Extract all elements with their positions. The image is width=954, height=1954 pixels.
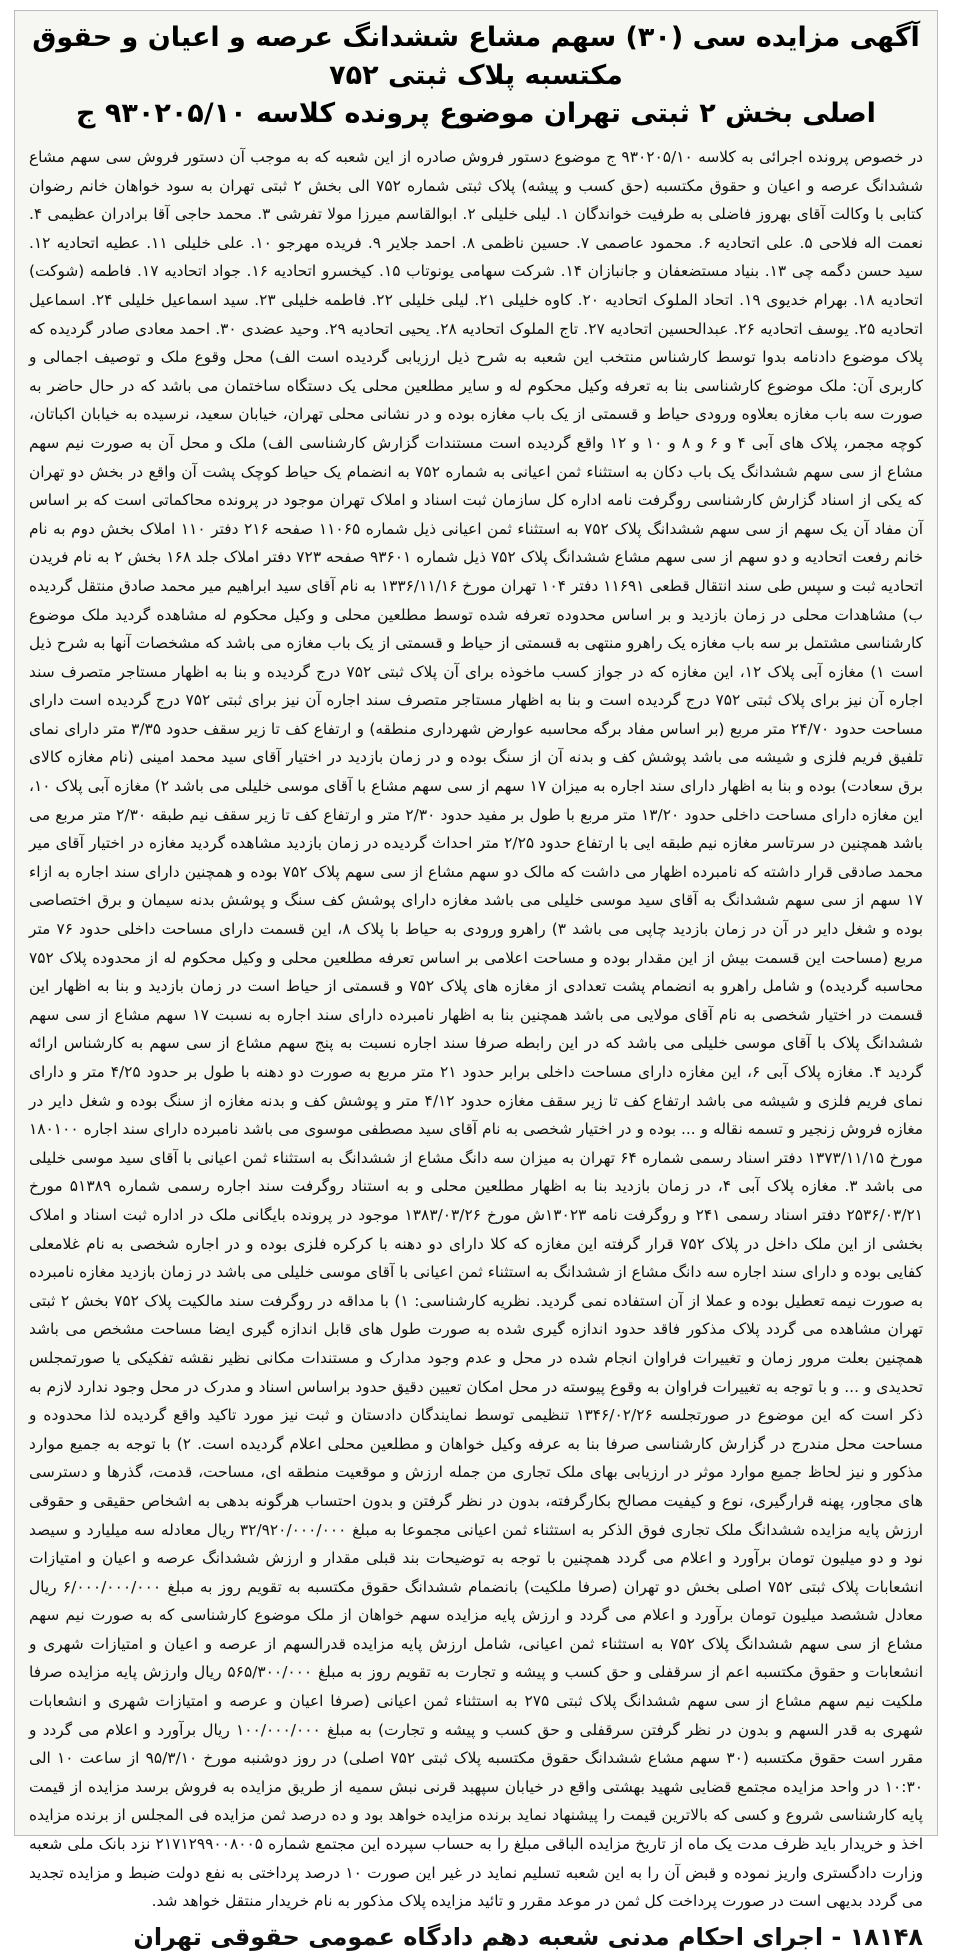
notice-title — [29, 19, 923, 133]
notice-footer: ۱۸۱۴۸ - اجرای احکام مدنی شعبه دهم دادگاه عمومی حقوقی تهران — [133, 1922, 923, 1951]
notice-reference-number: ۱۸۱۴۸ — [849, 1922, 923, 1951]
notice-body: در خصوص پرونده اجرائی به کلاسه ۹۳۰۲۰۵/۱۰ ج موضوع دستور فروش صادره از این شعبه که به موجب آن دستور فروش سی سهم مشاع ششدانگ عرصه و اعیان و حقوق مکتسبه (حق کسب و پیشه) پلاک ثبتی شماره ۷۵۲ الی بخش ۲ ثبتی تهران به سود خواهان خانم رضوان کتابی با وکالت آقای بهروز فاضلی به طرفیت خواندگان ۱. لیلی خلیلی ۲. ابوالقاسم میرزا مولا تفرشی ۳. محمد حاجی آقا برادران عظیمی ۴. نعمت اله فلاحی ۵. علی اتحادیه ۶. محمود عاصمی ۷. حسین ناظمی ۸. احمد جلایر ۹. فریده مهرجو ۱۰. علی خلیلی ۱۱. عطیه اتحادیه ۱۲. سید حسن دگمه چی ۱۳. بنیاد مستضعفان و جانبازان ۱۴. شرکت سهامی یونوتاب ۱۵. کیخسرو اتحادیه ۱۶. جواد اتحادیه ۱۷. فاطمه (شوکت) اتحادیه ۱۸. بهرام خدیوی ۱۹. اتحاد الملوک اتحادیه ۲۰. کاوه خلیلی ۲۱. لیلی خلیلی ۲۲. فاطمه خلیلی ۲۳. سید اسماعیل خلیلی ۲۴. اسماعیل اتحادیه ۲۵. یوسف اتحادیه ۲۶. عبدالحسین اتحادیه ۲۷. تاج الملوک اتحادیه ۲۸. یحیی اتحادیه ۲۹. وحید عضدی ۳۰. احمد معادی صادر گردیده که پلاک موضوع دادنامه بدوا توسط کارشناس منتخب این شعبه به شرح ذیل ارزیابی گردیده است الف) محل وقوع ملک و توصیف اجمالی و کاربری آن: ملک موضوع کارشناسی بنا به تعرفه وکیل محکوم له و سایر مطلعین محلی یک دستگاه ساختمان می باشد که در حال حاضر به صورت سه باب مغازه بعلاوه ورودی حیاط و قسمتی از یک باب مغازه بوده و در نشانی محلی تهران، خیابان سعید، نرسیده به خیابان اکباتان، کوچه مجمر، پلاک های آبی ۴ و ۶ و ۸ و ۱۰ و ۱۲ واقع گردیده است مستندات گزارش کارشناسی الف) ملک و محل آن به صورت نیم سهم مشاع از سی سهم ششدانگ یک باب دکان به استثناء ثمن اعیانی به شماره ۷۵۲ به انضمام یک حیاط کوچک پشت آن واقع در بخش دو تهران که یکی از اسناد گزارش کارشناسی روگرفت نامه اداره کل سازمان ثبت اسناد و املاک تهران موجود در پرونده محاکماتی است که بر اساس آن مفاد آن یک سهم از سی سهم ششدانگ پلاک ۷۵۲ به استثناء ثمن اعیانی ذیل شماره ۱۱۰۶۵ صفحه ۲۱۶ دفتر ۱۱۰ املاک بخش دوم به نام خانم رفعت اتحادیه و دو سهم از سی سهم مشاع ششدانگ پلاک ۷۵۲ ذیل شماره ۹۳۶۰۱ صفحه ۷۲۳ دفتر املاک جلد ۱۶۸ بخش ۲ به نام فریدن اتحادیه ثبت و سپس طی سند انتقال قطعی ۱۱۶۹۱ دفتر ۱۰۴ تهران مورخ ۱۳۳۶/۱۱/۱۶ به نام آقای سید ابراهیم میر محمد صادق منتقل گردیده ب) مشاهدات محلی در زمان بازدید و بر اساس محدوده تعرفه شده توسط مطلعین محلی و وکیل محکوم له مشاهده گردید ملک موضوع کارشناسی مشتمل بر سه باب مغازه یک راهرو منتهی به قسمتی از حیاط و قسمتی از یک باب مغازه می باشد که مشخصات آنها به شرح ذیل است ۱) مغازه آبی پلاک ۱۲، این مغازه که در جواز کسب ماخوذه برای آن پلاک ثبتی ۷۵۲ درج گردیده و بنا به اظهار مستاجر متصرف سند اجاره آن نیز برای پلاک ثبتی ۷۵۲ درج گردیده است و بنا به اظهار مستاجر متصرف سند اجاره آن نیز برای ثبتی ۷۵۲ درج گردیده است دارای مساحت حدود ۲۴/۷۰ متر مربع (بر اساس مفاد برگه محاسبه عوارض شهرداری منطقه) و ارتفاع کف تا زیر سقف حدود ۳/۳۵ متر دارای نمای تلفیق فریم فلزی و شیشه می باشد پوشش کف و بدنه آن از سنگ بوده و در زمان بازدید در اختیار آقای سید محمد امینی (نام مغازه کالای برق سعادت) بوده و بنا به اظهار دارای سند اجاره به میزان ۱۷ سهم از سی سهم مشاع با آقای موسی خلیلی می باشد ۲) مغازه آبی پلاک ۱۰، این مغازه دارای مساحت داخلی حدود ۱۳/۲۰ متر مربع با طول بر مفید حدود ۲/۳۰ متر و ارتفاع کف تا زیر سقف نیم طبقه ۲/۳۰ متر مربع می باشد همچنین در سرتاسر مغازه نیم طبقه ایی با ارتفاع حدود ۲/۲۵ متر احداث گردیده در زمان بازدید مشاهده گردید مغازه در اختیار آقای میر محمد صادقی قرار داشته که نامبرده اظهار می داشت که مالک دو سهم مشاع از سی سهم پلاک ۷۵۲ بوده و همچنین دارای سند اجاره به ازاء ۱۷ سهم از سی سهم ششدانگ به آقای سید موسی خلیلی می باشد مغازه دارای پوشش کف سنگ و پوشش بدنه سیمان و برق اختصاصی بوده و شغل دایر در آن در زمان بازدید چاپی می باشد ۳) راهرو ورودی به حیاط با پلاک ۸، این قسمت دارای مساحت داخلی حدود ۷۶ متر مربع (مساحت این قسمت بیش از این مقدار بوده و مساحت اعلامی بر اساس تعرفه مطلعین محلی و وکیل محکوم له از محدوده پلاک ۷۵۲ محاسبه گردیده) و شامل راهرو به انضمام پشت تعدادی از مغازه های پلاک ۷۵۲ و قسمتی از حیاط است در زمان بازدید و بنا به اظهار این قسمت در اختیار شخصی به نام آقای مولایی می باشد همچنین بنا به اظهار نامبرده دارای سند اجاره به نسبت ۱۷ سهم مشاع از سی سهم ششدانگ پلاک با آقای موسی خلیلی می باشد که در این رابطه صرفا سند اجاره نسبت به پنج سهم مشاع از سی سهم به کارشناس ارائه گردید ۴. مغازه پلاک آبی ۶، این مغازه دارای مساحت داخلی برابر حدود ۲۱ متر مربع به صورت دو دهنه با طول بر حدود ۴/۲۵ متر و دارای نمای فریم فلزی و شیشه می باشد ارتفاع کف تا زیر سقف مغازه حدود ۴/۱۲ متر و پوشش کف و بدنه مغازه از سنگ بوده و شغل دایر در مغازه فروش زنجیر و تسمه نقاله و ... بوده و در اختیار شخصی به نام آقای سید مصطفی موسوی می باشد نامبرده دارای سند اجاره ۱۸۰۱۰۰ مورخ ۱۳۷۳/۱۱/۱۵ دفتر اسناد رسمی شماره ۶۴ تهران به میزان سه دانگ مشاع از ششدانگ به استثناء ثمن اعیانی با آقای سید موسی خلیلی می باشد ۳. مغازه پلاک آبی ۴، در زمان بازدید بنا به اظهار مطلعین محلی و به استناد روگرفت سند اجاره رسمی شماره ۵۱۳۸۹ مورخ ۲۵۳۶/۰۳/۲۱ دفتر اسناد رسمی ۲۴۱ و روگرفت نامه ۱۳۰۲۳ش مورخ ۱۳۸۳/۰۳/۲۶ موجود در پرونده بایگانی ملک در اداره ثبت اسناد و املاک بخشی از این ملک داخل در پلاک ۷۵۲ قرار گرفته این مغازه که کلا دارای دو دهنه با کرکره فلزی بوده و در اجاره شخصی به نام غلامعلی کفایی بوده و دارای سند اجاره سه دانگ مشاع از ششدانگ به استثناء ثمن اعیانی با آقای موسی خلیلی می باشد در زمان بازدید مغازه نامبرده به صورت نیمه تعطیل بوده و عملا از آن استفاده نمی گردید. نظریه کارشناسی: ۱) با مداقه در روگرفت سند مالکیت پلاک ۷۵۲ بخش ۲ ثبتی تهران مشاهده می گردد پلاک مذکور فاقد حدود اندازه گیری شده به صورت طول های قابل اندازه گیری ایضا مساحت مشخص می باشد همچنین بعلت مرور زمان و تغییرات فراوان انجام شده در محل و عدم وجود مدارک و مستندات مکانی نظیر نقشه تفکیکی یا صورتمجلس تحدیدی و ... و با توجه به تغییرات فراوان به وقوع پیوسته در محل امکان تعیین دقیق حدود براساس اسناد و مدرک در محل وجود ندارد لازم به ذکر است که این موضوع در صورتجلسه ۱۳۴۶/۰۲/۲۶ تنظیمی توسط نمایندگان دادستان و ثبت نیز مورد تاکید واقع گردیده لذا محدوده و مساحت محل مندرج در گزارش کارشناسی صرفا بنا به عرفه وکیل خواهان و مطلعین محلی اعلام گردیده است. ۲) با توجه به جمیع موارد مذکور و نیز لحاظ جمیع موارد موثر در ارزیابی بهای ملک تجاری من جمله ارزش و موقعیت منطقه ای، مساحت، قدمت، گذرها و دسترسی های مجاور، پهنه قرارگیری، نوع و کیفیت مصالح بکارگرفته، بدون در نظر گرفتن و بدون احتساب هرگونه بدهی به اشخاص حقیقی و حقوقی ارزش پایه مزایده ششدانگ ملک تجاری فوق الذکر به استثناء ثمن اعیانی مجموعا به مبلغ ۳۲/۹۲۰/۰۰۰/۰۰۰ ریال معادله سه میلیارد و سیصد نود و دو میلیون تومان برآورد و اعلام می گردد همچنین با توجه به توضیحات بند قبلی مقدار و ارزش ششدانگ عرصه و اعیان و امتیازات انشعابات پلاک ثبتی ۷۵۲ اصلی بخش دو تهران (صرفا ملکیت) بانضمام ششدانگ حقوق مکتسبه به تقویم روز به مبلغ ۶/۰۰۰/۰۰۰/۰۰۰ ریال معادل ششصد میلیون تومان برآورد و اعلام می گردد و ارزش پایه مزایده سهم خواهان از ملک موضوع کارشناسی که به صورت نیم سهم مشاع از سی سهم ششدانگ پلاک ۷۵۲ به استثناء ثمن اعیانی، شامل ارزش پایه مزایده قدرالسهم از عرصه و اعیان و امتیازات شهری و انشعابات و حقوق مکتسبه اعم از سرقفلی و حق کسب و پیشه و تجارت به تقویم روز به مبلغ ۵۶۵/۳۰۰/۰۰۰ ریال وارزش پایه مزایده صرفا ملکیت نیم سهم مشاع از سی سهم ششدانگ پلاک ثبتی ۲۷۵ به استثناء ثمن اعیانی (صرفا اعیان و عرصه و امتیازات شهری و انشعابات شهری به قدر السهم و بدون در نظر گرفتن سرقفلی و حق کسب و پیشه و تجارت) به مبلغ ۱۰۰/۰۰۰/۰۰۰ ریال برآورد و اعلام می گردد و مقرر است حقوق مکتسبه (۳۰ سهم مشاع ششدانگ حقوق مکتسبه پلاک ثبتی ۷۵۲ اصلی) در روز دوشنبه مورخ ۹۵/۳/۱۰ از ساعت ۱۰ الی ۱۰:۳۰ در واحد مزایده مجتمع قضایی شهید بهشتی واقع در خیابان سپهبد قرنی نبش سمیه از طریق مزایده به فروش برسد مزایده از قیمت پایه کارشناسی شروع و کسی که بالاترین قیمت را پیشنهاد نماید برنده مزایده خواهد بود و ده درصد ثمن مزایده فی المجلس از برنده مزایده اخذ و خریدار باید ظرف مدت یک ماه از تاریخ مزایده الباقی مبلغ را به حساب سپرده این مجتمع شماره ۲۱۷۱۲۹۹۰۰۸۰۰۵ نزد بانک ملی شعبه وزارت دادگستری واریز نموده و قبض آن را به این شعبه تسلیم نماید در غیر این صورت ۱۰ درصد پرداختی به نفع دولت ضبط و مزایده تجدید می گردد بدیهی است در صورت پرداخت کل ثمن در موعد مقرر و تائید مزایده پلاک مذکور به نام خریدار منتقل خواهد شد. — [29, 148, 924, 1911]
notice-title-line-2: اصلی بخش ۲ ثبتی تهران موضوع پرونده کلاسه ۹۳۰۲۰۵/۱۰ ج — [76, 98, 876, 129]
legal-notice — [14, 10, 938, 1951]
notice-title-line-1: آگهی مزایده سی (۳۰) سهم مشاع ششدانگ عرصه و اعیان و حقوق مکتسبه پلاک ثبتی ۷۵۲ — [32, 22, 920, 91]
notice-issuer: اجرای احکام مدنی شعبه دهم دادگاه عمومی حقوقی تهران — [133, 1922, 824, 1951]
